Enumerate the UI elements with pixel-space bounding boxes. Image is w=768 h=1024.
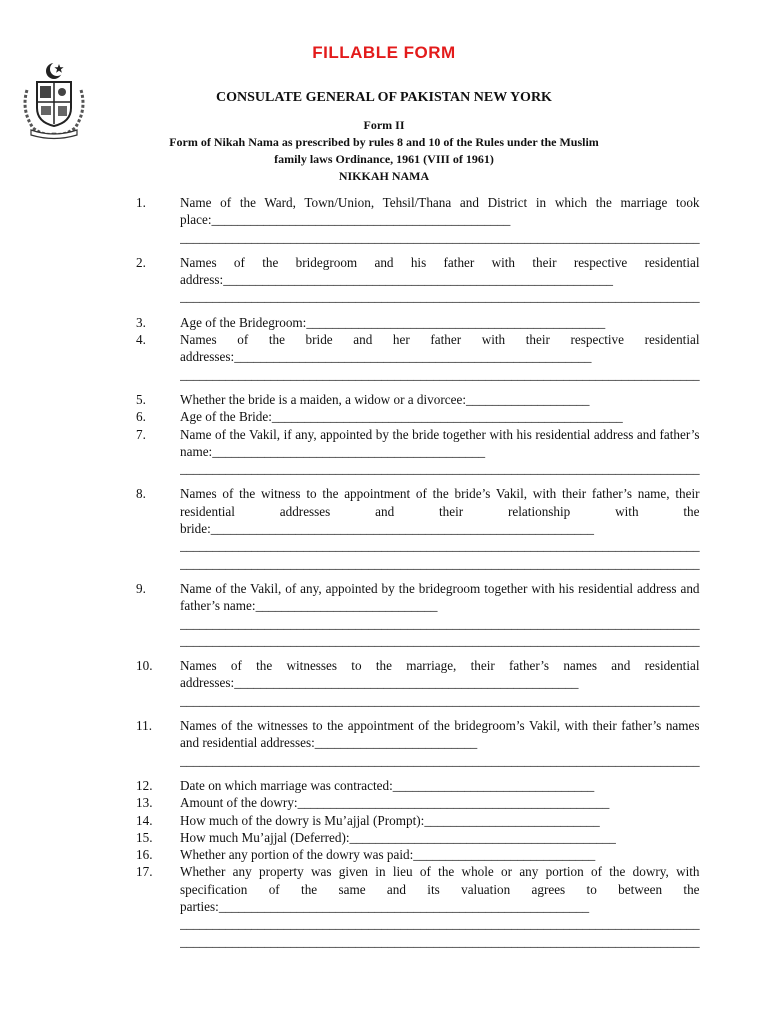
item-answer-field[interactable]: ____________________________ xyxy=(413,847,596,863)
item-answer-line[interactable]: ________________________________________________________________________________ xyxy=(180,461,700,477)
form-item xyxy=(136,391,656,408)
item-answer-line[interactable]: ________________________________________________________________________________ xyxy=(180,366,700,382)
item-question: Amount of the dowry: xyxy=(180,795,298,811)
item-number: 9. xyxy=(136,580,146,596)
item-question: Name of the Vakil, if any, appointed by the bride together with his residential address and father’s name: xyxy=(180,426,700,459)
item-body xyxy=(180,331,700,383)
item-answer-line[interactable]: ________________________________________________________________________________ xyxy=(180,632,700,648)
item-question: Names of the bride and her father with their respective residential addresses: xyxy=(180,332,700,365)
item-question: Date on which marriage was contracted: xyxy=(180,777,393,793)
item-answer-field[interactable]: _____________________________________________________ xyxy=(234,675,579,691)
form-item xyxy=(136,829,656,846)
form-subtitle-line-2: family laws Ordinance, 1961 (VIII of 1961) xyxy=(274,152,494,166)
form-item xyxy=(136,194,700,246)
form-item xyxy=(136,812,656,829)
item-number: 3. xyxy=(136,314,146,330)
form-item xyxy=(136,314,656,331)
item-body xyxy=(180,194,700,246)
form-item xyxy=(136,426,700,478)
item-body xyxy=(180,777,656,794)
item-number: 8. xyxy=(136,486,146,502)
item-question: Age of the Bride: xyxy=(180,409,272,425)
item-answer-field[interactable]: ____________________________ xyxy=(255,598,438,614)
item-question: Age of the Bridegroom: xyxy=(180,314,307,330)
item-question: Name of the Vakil, of any, appointed by the bridegroom together with his residential address and father’s name: xyxy=(180,580,700,614)
item-answer-line[interactable]: ________________________________________________________________________________ xyxy=(180,692,700,708)
item-answer-line[interactable]: ________________________________________________________________________________ xyxy=(180,933,700,949)
item-answer-field[interactable]: __________________________________________ xyxy=(212,443,485,459)
item-body xyxy=(180,408,656,425)
form-number: Form II xyxy=(363,118,405,132)
item-question: How much of the dowry is Mu’ajjal (Prompt): xyxy=(180,812,425,828)
item-number: 6. xyxy=(136,409,146,425)
form-item xyxy=(136,846,656,863)
form-item xyxy=(136,485,700,571)
item-question: Names of the witness to the appointment of the bride’s Vakil, with their father’s name, their residential addresses and their relationship with the bride: xyxy=(180,486,700,537)
item-number: 7. xyxy=(136,426,146,442)
form-item xyxy=(136,657,700,709)
form-item xyxy=(136,777,656,794)
form-item xyxy=(136,580,700,649)
consulate-heading: CONSULATE GENERAL OF PAKISTAN NEW YORK xyxy=(216,90,552,105)
form-item xyxy=(136,254,700,306)
item-answer-field[interactable]: ___________________________________________________________ xyxy=(210,521,594,537)
item-answer-field[interactable]: ___________________________ xyxy=(424,812,600,828)
form-item xyxy=(136,717,700,769)
item-answer-field[interactable]: _________________________ xyxy=(314,735,478,751)
item-question: Name of the Ward, Town/Union, Tehsil/Thana and District in which the marriage took place: xyxy=(180,195,700,228)
item-number: 16. xyxy=(136,847,153,863)
item-number: 1. xyxy=(136,195,146,210)
item-body xyxy=(180,580,700,649)
item-answer-line[interactable]: ________________________________________________________________________________ xyxy=(180,289,700,305)
item-body xyxy=(180,314,656,331)
form-item xyxy=(136,794,656,811)
item-body xyxy=(180,391,656,408)
item-body xyxy=(180,863,700,949)
item-answer-line[interactable]: ________________________________________________________________________________ xyxy=(180,538,700,554)
item-body xyxy=(180,426,700,478)
item-body xyxy=(180,657,700,709)
item-question: How much Mu’ajjal (Deferred): xyxy=(180,829,350,845)
item-answer-line[interactable]: ________________________________________________________________________________ xyxy=(180,555,700,571)
item-answer-field[interactable]: ___________________ xyxy=(466,391,590,407)
item-question: Whether the bride is a maiden, a widow or a divorcee: xyxy=(180,391,466,407)
item-answer-field[interactable]: ______________________________________________________ xyxy=(271,409,623,425)
item-number: 5. xyxy=(136,391,146,407)
form-item xyxy=(136,863,700,949)
item-question: Names of the bridegroom and his father with their respective residential address: xyxy=(180,254,700,288)
item-number: 14. xyxy=(136,812,153,828)
item-answer-field[interactable]: _________________________________________ xyxy=(349,829,616,845)
item-answer-line[interactable]: ________________________________________________________________________________ xyxy=(180,615,700,631)
item-number: 2. xyxy=(136,254,146,270)
item-answer-field[interactable]: ________________________________________________ xyxy=(297,795,610,811)
item-question: Names of the witnesses to the marriage, their father’s names and residential addresses: xyxy=(180,658,700,691)
item-answer-line[interactable]: ________________________________________________________________________________ xyxy=(180,752,700,768)
item-body xyxy=(180,846,656,863)
item-body xyxy=(180,794,656,811)
item-body xyxy=(180,254,700,306)
item-number: 13. xyxy=(136,795,153,811)
item-answer-line[interactable]: ________________________________________________________________________________ xyxy=(180,916,700,932)
item-number: 17. xyxy=(136,864,153,880)
item-body xyxy=(180,812,656,829)
fillable-form-banner: FILLABLE FORM xyxy=(312,43,456,62)
item-number: 15. xyxy=(136,829,153,845)
item-question: Names of the witnesses to the appointment of the bridegroom’s Vakil, with their father’s names and residential addresses: xyxy=(180,718,700,751)
item-body xyxy=(180,829,656,846)
item-number: 4. xyxy=(136,332,146,348)
item-answer-field[interactable]: _______________________________ xyxy=(392,777,595,793)
item-answer-field[interactable]: ______________________________________________ xyxy=(306,314,606,330)
item-question: Whether any portion of the dowry was paid: xyxy=(180,847,414,863)
form-item xyxy=(136,408,656,425)
form-items-list xyxy=(136,194,700,950)
item-answer-field[interactable]: _________________________________________________________ xyxy=(218,898,589,914)
item-answer-field[interactable]: _______________________________________________________ xyxy=(234,349,592,365)
item-number: 10. xyxy=(136,658,153,674)
item-answer-field[interactable]: ____________________________________________________________ xyxy=(223,272,613,288)
item-body xyxy=(180,485,700,571)
item-number: 11. xyxy=(136,718,152,734)
item-answer-field[interactable]: ______________________________________________ xyxy=(211,212,511,228)
form-subtitle-line-1: Form of Nikah Nama as prescribed by rules 8 and 10 of the Rules under the Muslim xyxy=(169,135,599,149)
form-item xyxy=(136,331,700,383)
item-body xyxy=(180,717,700,769)
form-name: NIKKAH NAMA xyxy=(338,169,430,183)
item-answer-line[interactable]: ________________________________________________________________________________ xyxy=(180,229,700,245)
item-number: 12. xyxy=(136,777,153,793)
item-question: Whether any property was given in lieu of the whole or any portion of the dowry, with specification of the same and its valuation agrees to between the parties: xyxy=(180,864,700,914)
